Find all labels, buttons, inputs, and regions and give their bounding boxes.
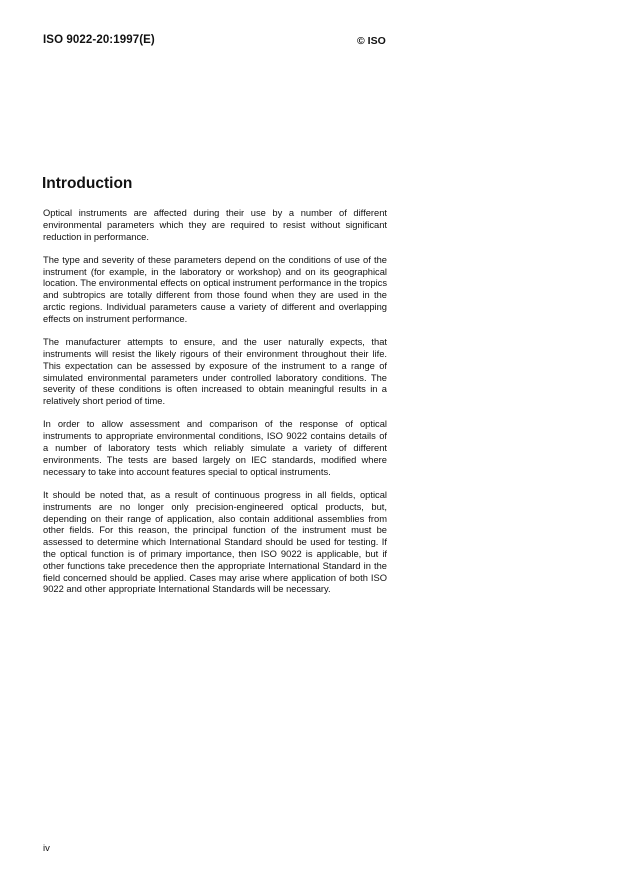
section-title: Introduction	[42, 175, 133, 192]
introduction-body	[43, 208, 387, 608]
paragraph-1: Optical instruments are affected during their use by a number of different environmental parameters which they are required to resist without significant reduction in performance.	[43, 208, 387, 242]
paragraph-5: It should be noted that, as a result of continuous progress in all fields, optical instruments are no longer only precision-engineered optical products, but, depending on their range of application, also contain additional assemblies from other fields. For this reason, the principal function of the instrument must be assessed to determine which International Standard should be used for testing. If the optical function is of primary importance, then ISO 9022 is applicable, but if other functions take precedence then the appropriate International Standard in the field concerned should be applied. Cases may arise where application of both ISO 9022 and other appropriate International Standards will be necessary.	[43, 489, 387, 595]
paragraph-2: The type and severity of these parameters depend on the conditions of use of the instrument (for example, in the laboratory or workshop) and on its geographical location. The environmental effects on optical instrument performance in the tropics and subtropics are totally different from those found when they are used in the arctic regions. Individual parameters cause a variety of different and overlapping effects on instrument performance.	[43, 254, 387, 324]
page-number: iv	[43, 843, 50, 854]
document-identifier: ISO 9022-20:1997(E)	[43, 34, 155, 46]
copyright-notice: © ISO	[357, 35, 386, 47]
paragraph-3: The manufacturer attempts to ensure, and the user naturally expects, that instruments will resist the likely rigours of their environment throughout their life. This expectation can be assessed by exposure of the instrument to a range of simulated environmental parameters under controlled laboratory conditions. The severity of these conditions is often increased to obtain meaningful results in a relatively short period of time.	[43, 337, 387, 407]
paragraph-4: In order to allow assessment and comparison of the response of optical instruments to appropriate environmental conditions, ISO 9022 contains details of a number of laboratory tests which reliably simulate a variety of different environments. The tests are based largely on IEC standards, modified where necessary to take into account features special to optical instruments.	[43, 419, 387, 477]
